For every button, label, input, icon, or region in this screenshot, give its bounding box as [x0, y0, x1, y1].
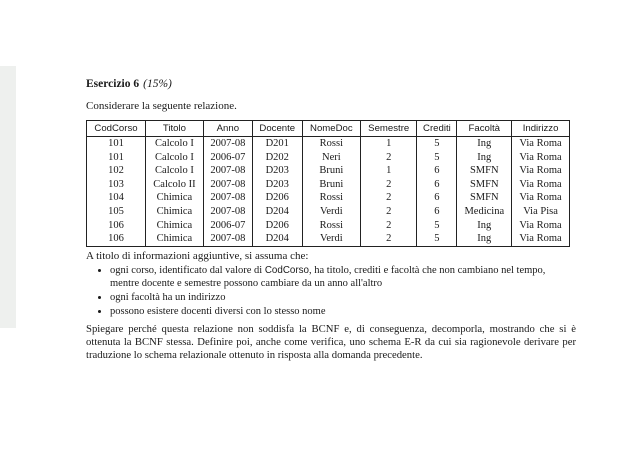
table-row [87, 164, 570, 178]
table-row [87, 137, 570, 151]
table-cell: 101 [87, 151, 146, 165]
table-cell: 5 [417, 151, 457, 165]
table-cell: Calcolo II [146, 178, 204, 192]
exercise-page [86, 78, 576, 362]
table-cell: 101 [87, 137, 146, 151]
table-cell: 102 [87, 164, 146, 178]
exercise-percent: (15%) [143, 78, 172, 90]
table-cell: Ing [457, 219, 512, 233]
table-cell: 2007-08 [203, 137, 252, 151]
table-cell: 104 [87, 191, 146, 205]
table-row [87, 191, 570, 205]
table-cell: 6 [417, 178, 457, 192]
table-row [87, 151, 570, 165]
table-cell: 6 [417, 164, 457, 178]
table-cell: 2 [361, 232, 417, 246]
table-cell: Calcolo I [146, 164, 204, 178]
table-cell: 2007-08 [203, 191, 252, 205]
final-question: Spiegare perché questa relazione non soddisfa la BCNF e, di conseguenza, decomporla, mostrando che si è ottenuta la BCNF stessa. Definire poi, anche come verifica, uno schema E-R da cui sia ragionevole derivare per traduzione lo schema relazionale ottenuto in risposta alla domanda precedente. [86, 322, 576, 361]
table-cell: Via Pisa [512, 205, 570, 219]
table-cell: Rossi [302, 191, 360, 205]
exercise-title [86, 78, 576, 94]
table-cell: D203 [252, 178, 302, 192]
table-cell: 2007-08 [203, 178, 252, 192]
table-cell: 103 [87, 178, 146, 192]
table-cell: 5 [417, 137, 457, 151]
list-item: • ogni facoltà ha un indirizzo [110, 291, 576, 304]
table-cell: Via Roma [512, 164, 570, 178]
column-header: Titolo [146, 121, 204, 137]
table-cell: Chimica [146, 219, 204, 233]
table-row [87, 205, 570, 219]
table-cell: D204 [252, 205, 302, 219]
table-cell: SMFN [457, 178, 512, 192]
column-header: Anno [203, 121, 252, 137]
left-margin-strip [0, 66, 16, 328]
exercise-intro: Considerare la seguente relazione. [86, 100, 237, 112]
column-header: Facoltà [457, 121, 512, 137]
table-cell: Via Roma [512, 191, 570, 205]
table-cell: Via Roma [512, 178, 570, 192]
table-cell: Chimica [146, 191, 204, 205]
table-cell: Via Roma [512, 151, 570, 165]
table-row [87, 178, 570, 192]
column-header: NomeDoc [302, 121, 360, 137]
table-cell: Via Roma [512, 219, 570, 233]
table-cell: 1 [361, 164, 417, 178]
column-header: Indirizzo [512, 121, 570, 137]
table-cell: 1 [361, 137, 417, 151]
list-item [110, 264, 576, 290]
bullet-text: , ha titolo, crediti e facoltà che non cambiano nel tempo, mentre docente e semestre possono cambiare da un anno all'altro [110, 264, 546, 289]
table-cell: SMFN [457, 191, 512, 205]
table-cell: 2006-07 [203, 219, 252, 233]
table-row [87, 232, 570, 246]
table-cell: D206 [252, 219, 302, 233]
table-cell: 2 [361, 151, 417, 165]
table-cell: 6 [417, 191, 457, 205]
column-header: CodCorso [87, 121, 146, 137]
table-cell: Medicina [457, 205, 512, 219]
table-cell: 2007-08 [203, 232, 252, 246]
table-cell: D203 [252, 164, 302, 178]
table-cell: D202 [252, 151, 302, 165]
column-header: Crediti [417, 121, 457, 137]
table-cell: D206 [252, 191, 302, 205]
table-cell: Bruni [302, 178, 360, 192]
table-cell: SMFN [457, 164, 512, 178]
table-cell: Calcolo I [146, 137, 204, 151]
table-cell: Bruni [302, 164, 360, 178]
table-cell: 105 [87, 205, 146, 219]
column-header: Docente [252, 121, 302, 137]
table-cell: Calcolo I [146, 151, 204, 165]
table-header-row [87, 121, 570, 137]
table-row [87, 219, 570, 233]
relation-table [86, 120, 570, 247]
table-cell: Ing [457, 151, 512, 165]
table-cell: Verdi [302, 232, 360, 246]
table-cell: 5 [417, 219, 457, 233]
table-cell: D204 [252, 232, 302, 246]
table-cell: 2 [361, 219, 417, 233]
table-cell: D201 [252, 137, 302, 151]
table-cell: Ing [457, 232, 512, 246]
table-cell: 5 [417, 232, 457, 246]
exercise-title-text: Esercizio 6 [86, 78, 140, 90]
table-cell: Chimica [146, 205, 204, 219]
table-cell: 2007-08 [203, 164, 252, 178]
table-cell: Verdi [302, 205, 360, 219]
table-body [87, 137, 570, 247]
table-cell: 2007-08 [203, 205, 252, 219]
table-cell: Neri [302, 151, 360, 165]
bullet-text: ogni corso, identificato dal valore di [110, 264, 265, 276]
table-cell: Chimica [146, 232, 204, 246]
table-cell: Via Roma [512, 137, 570, 151]
table-cell: Rossi [302, 219, 360, 233]
table-cell: 2006-07 [203, 151, 252, 165]
info-intro: A titolo di informazioni aggiuntive, si assuma che: [86, 249, 309, 262]
table-cell: 106 [87, 219, 146, 233]
table-cell: 106 [87, 232, 146, 246]
table-cell: Via Roma [512, 232, 570, 246]
table-cell: Ing [457, 137, 512, 151]
code-term: CodCorso [264, 264, 309, 276]
table-cell: 2 [361, 178, 417, 192]
list-item: • possono esistere docenti diversi con lo stesso nome [110, 305, 576, 318]
table-cell: 6 [417, 205, 457, 219]
table-cell: 2 [361, 205, 417, 219]
table-cell: Rossi [302, 137, 360, 151]
table-cell: 2 [361, 191, 417, 205]
column-header: Semestre [361, 121, 417, 137]
info-bullet-list [86, 264, 576, 318]
